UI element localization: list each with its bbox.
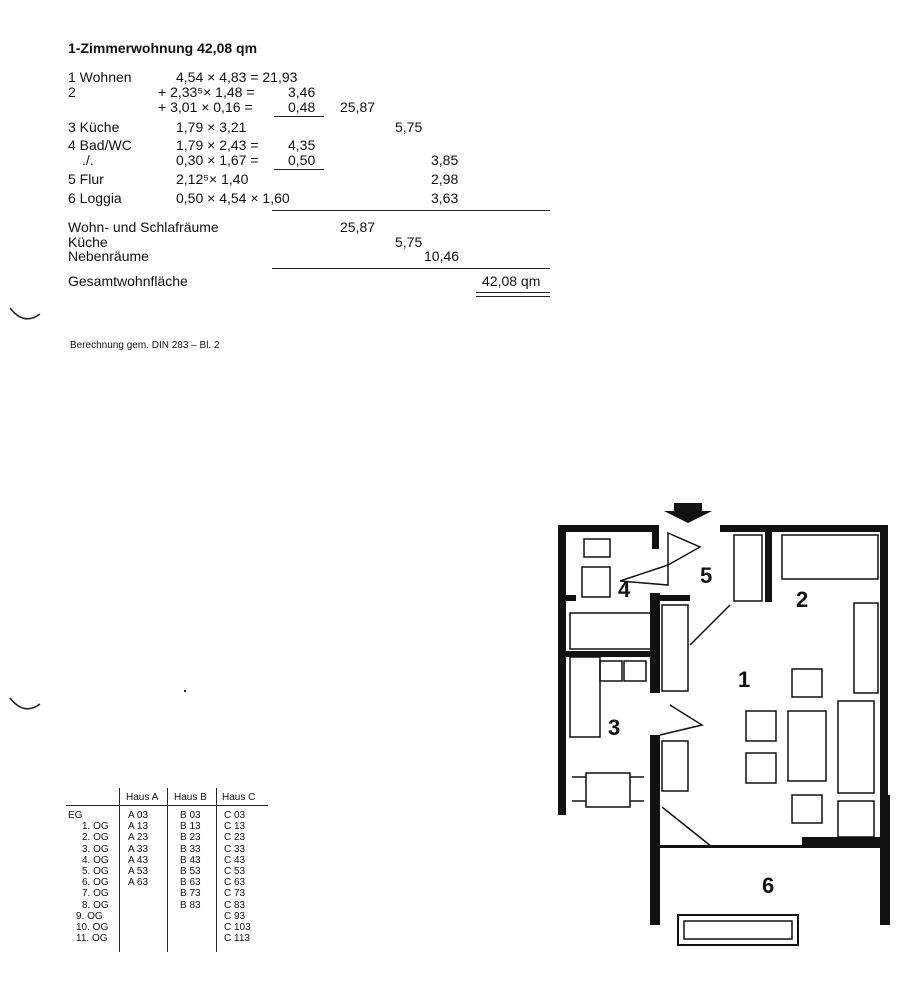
total-underline xyxy=(476,292,550,293)
scan-mark xyxy=(6,304,46,324)
unit-number: B 53 xyxy=(180,866,201,877)
table-hline xyxy=(66,805,268,806)
floor-label: 3. OG xyxy=(82,843,109,855)
unit-number: C 103 xyxy=(224,922,251,933)
table-vline xyxy=(167,788,168,952)
unit-number: C 113 xyxy=(224,933,250,945)
room-label: ./. xyxy=(82,152,94,168)
room-label: 2 xyxy=(68,84,76,100)
unit-number: A 53 xyxy=(128,866,149,877)
unit-number: C 73 xyxy=(224,888,246,900)
unit-number: C 53 xyxy=(224,866,246,877)
underline xyxy=(274,116,324,117)
room-number: 6 xyxy=(762,873,775,898)
total-underline xyxy=(476,296,550,297)
room-calc: 4,54 × 4,83 = 21,93 xyxy=(176,69,298,85)
unit-number: C 23 xyxy=(224,832,246,844)
table-vline xyxy=(216,788,217,952)
unit-number: B 73 xyxy=(180,888,201,900)
dot xyxy=(184,690,186,692)
room-calc: + 3,01 × 0,16 = xyxy=(158,99,253,115)
unit-number: A 63 xyxy=(128,877,149,889)
floor-label: 1. OG xyxy=(82,821,109,833)
room-calc: 1,79 × 2,43 = xyxy=(176,137,259,153)
room-calc: 0,50 × 4,54 × 1,60 xyxy=(176,190,290,206)
room-result: 0,50 xyxy=(288,152,316,168)
summary-value: 5,75 xyxy=(395,234,423,250)
room-sum: 3,85 xyxy=(431,152,459,168)
calculation-note: Berechnung gem. DIN 283 – Bl. 2 xyxy=(70,340,220,351)
room-result: 0,48 xyxy=(288,99,316,115)
unit-number: B 03 xyxy=(180,810,201,821)
room-calc: + 2,33⁵× 1,48 = xyxy=(158,84,255,100)
floor-label: 5. OG xyxy=(82,866,109,877)
floor-label: 6. OG xyxy=(82,877,109,889)
divider xyxy=(272,210,550,211)
floor-label: EG xyxy=(68,810,83,821)
room-number: 3 xyxy=(608,715,621,740)
unit-number: A 13 xyxy=(128,821,149,833)
unit-number: C 83 xyxy=(224,899,246,911)
unit-number: A 23 xyxy=(128,832,149,844)
floor-label: 2. OG xyxy=(82,832,109,844)
room-calc: 1,79 × 3,21 xyxy=(176,119,247,135)
room-sum: 2,98 xyxy=(431,171,459,187)
room-number: 5 xyxy=(700,563,713,588)
unit-number: B 23 xyxy=(180,832,201,844)
unit-number: B 33 xyxy=(180,843,201,855)
unit-number: A 33 xyxy=(128,843,149,855)
room-result: 4,35 xyxy=(288,137,316,153)
floor-label: 4. OG xyxy=(82,854,109,866)
floor-label: 8. OG xyxy=(82,899,109,911)
unit-number: C 63 xyxy=(224,877,246,889)
unit-number: C 93 xyxy=(224,910,246,922)
summary-label: Nebenräume xyxy=(68,248,149,264)
summary-value: 25,87 xyxy=(340,219,376,235)
unit-number: C 13 xyxy=(224,821,246,833)
table-header: Haus A xyxy=(126,792,159,803)
floor-label: 7. OG xyxy=(82,888,109,900)
room-sum: 3,63 xyxy=(431,190,459,206)
room-label: 5 Flur xyxy=(68,171,104,187)
unit-number: B 43 xyxy=(180,854,201,866)
room-label: 3 Küche xyxy=(68,119,120,135)
page-title: 1-Zimmerwohnung 42,08 qm xyxy=(68,40,258,56)
unit-number: B 13 xyxy=(180,821,201,833)
summary-value: 10,46 xyxy=(424,248,460,264)
room-number: 1 xyxy=(738,667,751,692)
summary-label: Wohn- und Schlafräume xyxy=(68,219,219,235)
unit-number: A 03 xyxy=(128,810,149,821)
unit-number: B 83 xyxy=(180,899,201,911)
unit-number: A 43 xyxy=(128,854,149,866)
room-sum: 25,87 xyxy=(340,99,376,115)
floor-label: 10. OG xyxy=(76,922,109,933)
unit-number: C 03 xyxy=(224,810,246,821)
room-label: 1 Wohnen xyxy=(68,69,132,85)
unit-number: B 63 xyxy=(180,877,201,889)
floor-label: 9. OG xyxy=(76,910,103,922)
entrance-arrow-icon xyxy=(664,503,712,523)
room-label: 4 Bad/WC xyxy=(68,137,132,153)
room-calc: 0,30 × 1,67 = xyxy=(176,152,259,168)
table-vline xyxy=(119,788,120,952)
room-calc: 2,12⁵× 1,40 xyxy=(176,171,249,187)
floor-label: 11. OG xyxy=(76,933,108,945)
room-result: 3,46 xyxy=(288,84,316,100)
underline xyxy=(274,169,324,170)
summary-label: Küche xyxy=(68,234,108,250)
room-number: 4 xyxy=(618,577,631,602)
unit-number: C 33 xyxy=(224,843,246,855)
room-sum: 5,75 xyxy=(395,119,423,135)
room-number: 2 xyxy=(796,587,809,612)
room-label: 6 Loggia xyxy=(68,190,122,206)
divider xyxy=(272,268,550,269)
scan-mark xyxy=(6,694,46,714)
table-header: Haus C xyxy=(222,792,256,803)
floor-plan xyxy=(550,495,920,955)
total-value: 42,08 qm xyxy=(482,273,541,289)
total-label: Gesamtwohnfläche xyxy=(68,273,188,289)
unit-number: C 43 xyxy=(224,854,246,866)
table-header: Haus B xyxy=(174,792,207,803)
